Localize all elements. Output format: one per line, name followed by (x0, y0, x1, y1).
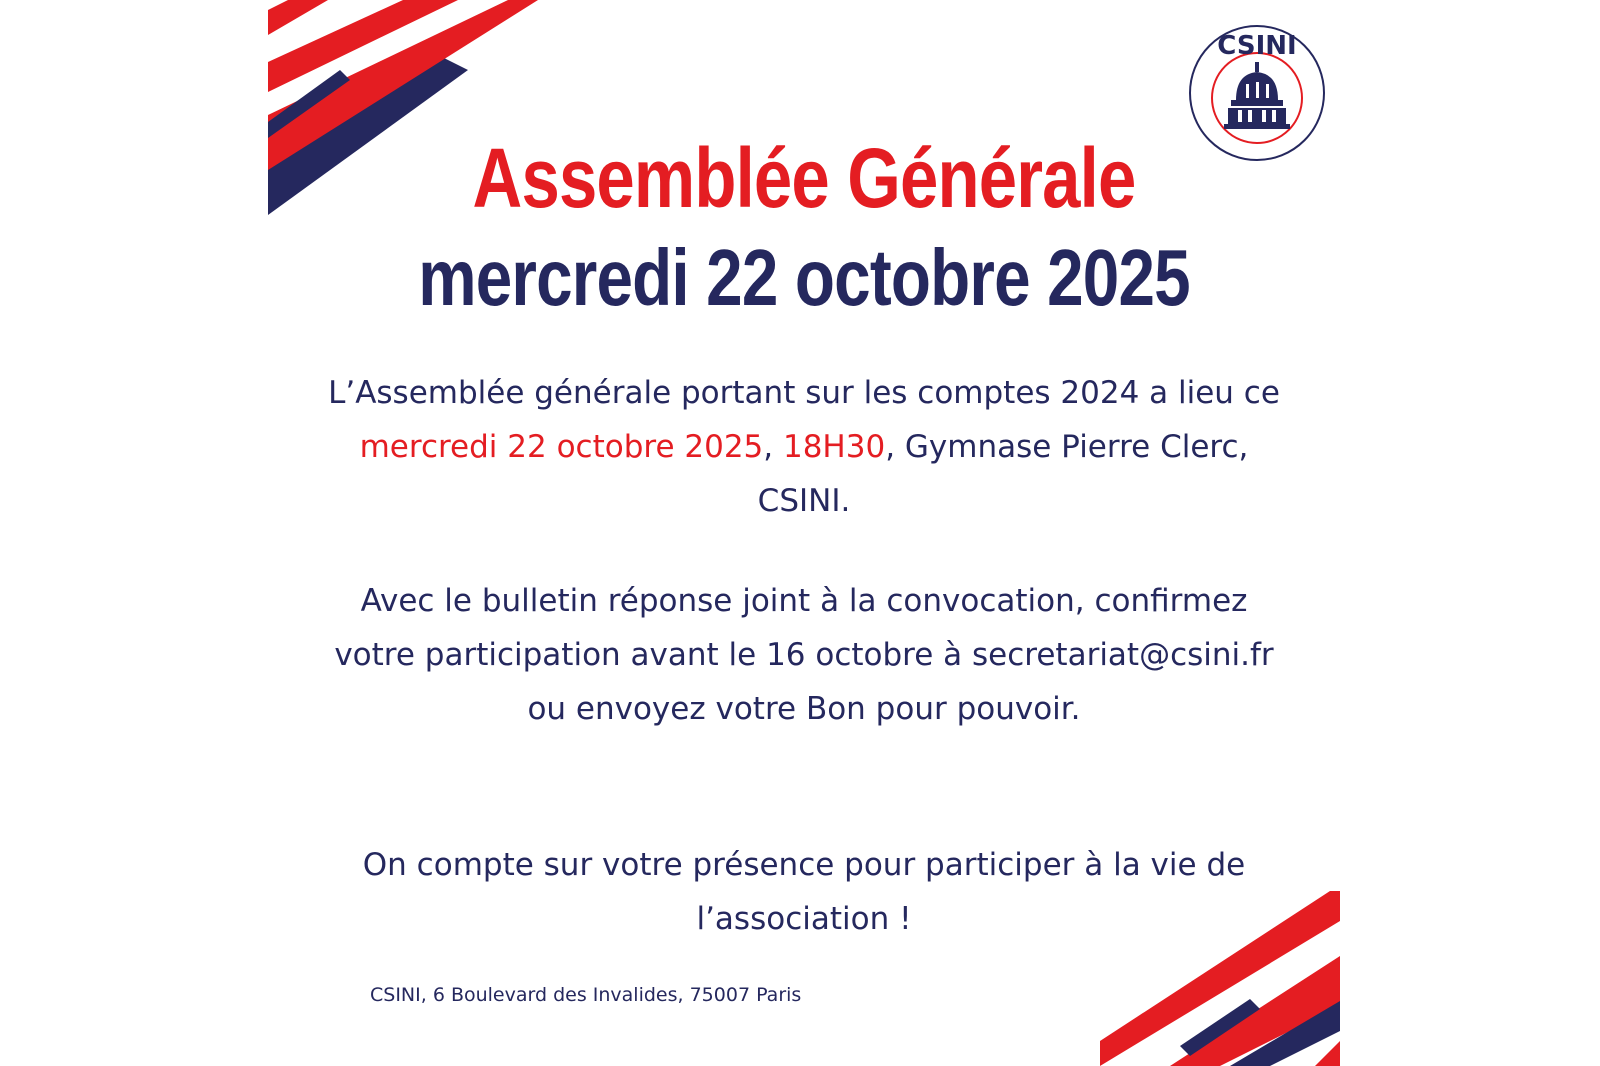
meeting-text-separator: , (763, 429, 783, 465)
event-date-heading: mercredi 22 octobre 2025 (418, 233, 1190, 322)
meeting-text-intro: L’Assemblée générale portant sur les comptes 2024 a lieu ce (328, 375, 1280, 411)
meeting-time-highlight: 18H30 (782, 429, 886, 465)
footer-address: CSINI, 6 Boulevard des Invalides, 75007 Paris (370, 984, 802, 1006)
paragraph-meeting-info (328, 366, 1280, 528)
paragraph-closing: On compte sur votre présence pour participer à la vie de l’association ! (362, 847, 1246, 937)
page-title: Assemblée Générale (472, 131, 1136, 225)
meeting-text-location: , Gymnase Pierre Clerc, CSINI. (757, 429, 1249, 519)
meeting-date-highlight: mercredi 22 octobre 2025 (359, 429, 764, 465)
paragraph-confirmation: Avec le bulletin réponse joint à la convocation, confirmez votre participation avant le 16 octobre à secretariat@csini.fr ou envoyez votre Bon pour pouvoir. (334, 583, 1274, 727)
announcement-card (268, 0, 1340, 1066)
decorative-stripes-bottom-right (1100, 891, 1340, 1066)
logo-text: CSINI (1217, 31, 1297, 61)
